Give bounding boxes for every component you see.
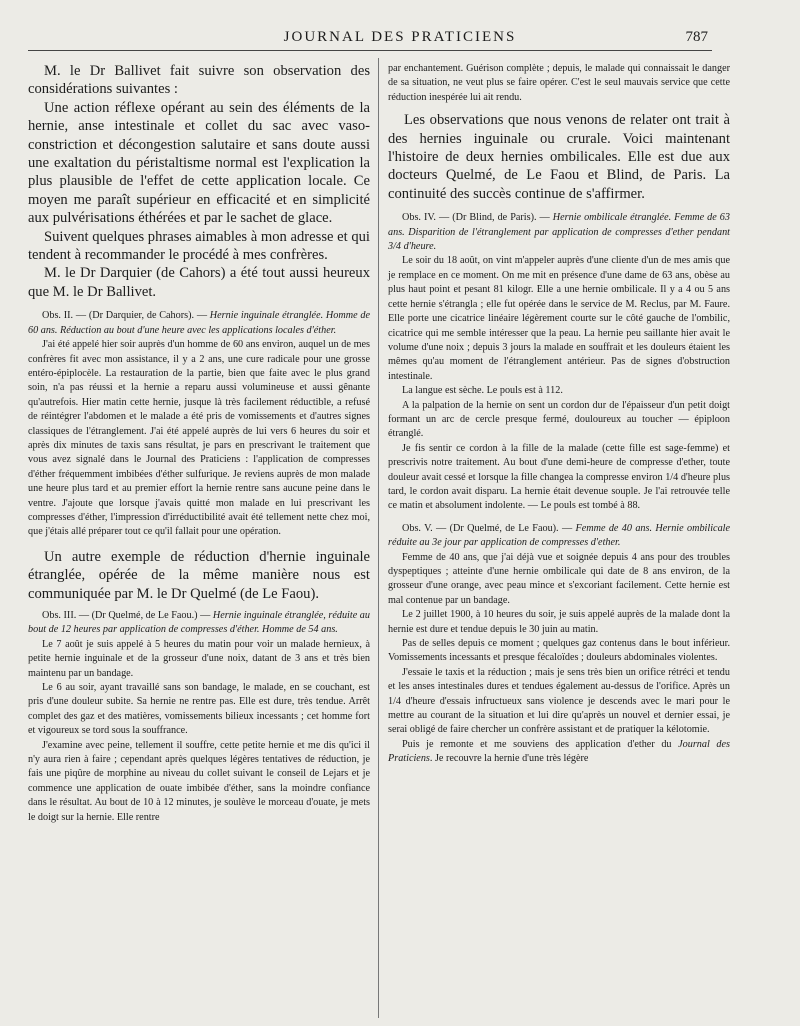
obs-label: Obs. IV. — (Dr Blind, de Paris). — [402,212,550,224]
observation-5-p3: Pas de selles depuis ce moment ; quelques gaz contenus dans le bout inférieur. Vomissements incessants et presque fécaloïdes ; douleurs abdominales violentes. [388,638,730,664]
paragraph-intro: M. le Dr Ballivet fait suivre son observation des considérations suivantes : [28,63,370,98]
observation-5-p1: Femme de 40 ans, que j'ai déjà vue et soignée depuis 4 ans pour des troubles dyspeptiques ; atteinte d'une hernie ombilicale qui date de 8 ans environ, de la grosseur d'une orange, avec peau mince et s'excoriant facilement. Cette hernie est mal contenue par un bandage. [388,551,730,606]
observation-5-p5 [388,738,730,767]
running-title: JOURNAL DES PRATICIENS [283,29,517,45]
column-divider [378,58,379,1018]
journal-title: Journal des Praticiens [388,738,731,765]
paragraph-umbilical: Les observations que nous venons de relater ont trait à des hernies inguinale ou crurale. Voici maintenant l'histoire de deux hernies ombilicales. Elle est due aux docteurs Quelmé, de Le Faou et Blind, de Paris. La continuité des succès continue de s'affirmer. [388,112,730,202]
observation-3-p3: J'examine avec peine, tellement il souffre, cette petite hernie et me dis qu'ici il n'y aura rien à faire ; cependant après quelques légères tentatives de réduction, je fais une piqûre de morphine au niveau du collet suivant le conseil de Lejars et je commence une application de ouate imbibée d'éther, sans la moindre confiance dans le résultat. Au bout de 10 à 12 minutes, je soulève le morceau d'ouate, je mets le doigt sur la hernie. Elle rentre [28,739,370,823]
observation-4-p4: Je fis sentir ce cordon à la fille de la malade (cette fille est sage-femme) et prescrivis notre traitement. Au bout d'une demi-heure de compresse d'ether, toute douleur avait cessé et lorsque la fille changea la compresse environ 1/4 d'heure plus tard, le cordon avait disparu. La hernie était devenue souple. Je l'ai retrouvée telle ce matin et absolument indolente. — Le pouls est tombé à 88. [388,442,730,512]
page-number: 787 [685,29,708,45]
observation-4-heading [388,211,730,254]
obs-label: Obs. V. — (Dr Quelmé, de Le Faou). — [402,522,573,534]
obs-title: Hernie inguinale étranglée, réduite au bout de 12 heures par application de compresses d'éther. Homme de 54 ans. [28,610,370,636]
obs-title: Hernie ombilicale étranglée. Femme de 63 ans. Disparition de l'étranglement par application de compresses d'ether pendant 3/4 d'heure. [388,212,730,253]
page-header [0,29,800,49]
text-run: Puis je remonte et me souviens des application d'ether du [402,738,672,750]
observation-5-p2: Le 2 juillet 1900, à 10 heures du soir, je suis appelé auprès de la malade dont la hernie est dure et tendue depuis le 30 juin au matin. [388,609,730,635]
paragraph-quelme: Un autre exemple de réduction d'hernie inguinale étranglée, opérée de la même manière nous est communiquée par M. le Dr Quelmé (de Le Faou). [28,548,370,602]
observation-3-p1: Le 7 août je suis appelé à 5 heures du matin pour voir un malade hernieux, à petite hernie inguinale et de la grosseur d'une noix, datant de 3 ans et très bien maintenu par un bandage. [28,638,370,679]
paragraph-remarks: Suivent quelques phrases aimables à mon adresse et qui tendent à recommander le procédé à mes confrères. [28,228,370,264]
right-column [388,62,730,767]
observation-5-heading [388,522,730,551]
observation-5-p4: J'essaie le taxis et la réduction ; mais je sens très bien un orifice rétréci et tendu et les anses intestinales dures et tendues également au-dessus de l'orifice. Après un 1/4 d'heure d'essais infructueux sans violence je descends avec le mari pour le mettre au courant de la situation et lui dire qu'après un nouvel et dernier essai, je serai obligé de faire chercher un confrère assistant et de pratiquer la kélotomie. [388,666,730,736]
obs-title: Femme de 40 ans. Hernie ombilicale réduite au 3e jour par application de compresses d'ether. [388,522,731,549]
paragraph-darquier: M. le Dr Darquier (de Cahors) a été tout aussi heureux que M. le Dr Ballivet. [28,265,370,300]
text-run: . Je recouvre la hernie d'une très légère [429,753,589,765]
observation-4-p1: Le soir du 18 août, on vint m'appeler auprès d'une cliente d'un de mes amis que je remplace en ce moment. On me mit en présence d'une dame de 63 ans, obèse au plus haut point et pesant 81 kilogr. Elle a une hernie ombilicale. Il y a 4 ou 5 ans cette hernie s'étrangla ; elle fut opérée dans le service de M. Reclus, par M. Faure. Elle porte une cicatrice linéaire légèrement courte sur le côté gauche de l'ombilic, cicatrice qui me semble intéresser que la peau. La hernie peu saillante hier avait le volume d'une noix ; depuis 3 jours la malade en souffrait et les douleurs étaient les mêmes qu'au moment de l'étranglement antérieur. Pas de signes d'obstruction intestinale. [388,255,730,382]
left-column [28,62,370,825]
observation-2-body: J'ai été appelé hier soir auprès d'un homme de 60 ans environ, auquel un de mes confrères fit avec mon assistance, il y a 2 ans, une cure radicale pour une grosse entéro-épiplocèle. La restauration de la partie, bien que faite avec le plus grand soin, n'a pas réussi et la hernie a reparu aussi volumineuse et aussi gênante qu'autrefois. Hier matin cette hernie, jusque là très facilement réductible, a refusé de réintégrer l'abdomen et le malade a été pris de vomissements et d'autres signes classiques de l'étranglement. J'ai été appelé auprès de lui vers 6 heures du soir et après dix minutes de taxis sans résultat, je pars en prescrivant le traitement que vous avez signalé dans le Journal des Praticiens : l'application de compresses d'éther fréquemment imbibées d'éther sulfurique. Je reviens auprès de mon malade une heure plus tard et au premier effort la hernie rentre sans aucune peine dans le ventre. J'ajoute que lorsque j'avais quitté mon malade en lui prescrivant les compresses d'éther, l'impression d'irréductibilité avait été tellement nette chez moi, que j'étais allé préparer tout ce qu'il fallait pour une opération. [28,339,370,538]
observation-2-heading [28,309,370,338]
observation-3-continuation: par enchantement. Guérison complète ; depuis, le malade qui connaissait le danger de sa situation, ne veut plus se faire opérer. C'est le seul mauvais service que cette réduction inespérée lui ait rendu. [388,63,730,103]
observation-4-p2: La langue est sèche. Le pouls est à 112. [402,385,563,397]
obs-label: Obs. II. — (Dr Darquier, de Cahors). — [42,310,208,322]
observation-3-heading [28,609,370,638]
observation-3-p2: Le 6 au soir, ayant travaillé sans son bandage, le malade, en se couchant, est pris d'une douleur subite. Sa hernie ne rentre pas. Elle est dure, très tendue. Arrêt complet des gaz et des matières, vomissements bilieux incessants ; cet homme fort et vigoureux se tord sous la souffrance. [28,682,370,737]
paragraph-quote: Une action réflexe opérant au sein des éléments de la hernie, anse intestinale et collet du sac avec vaso-constriction et décongestion salutaire et sans doute aussi une exaltation du péristaltisme normal est l'explication la plus plausible de l'effet de cette application locale. Ce moyen me paraît supérieur en efficacité et en simplicité aux pulvérisations éthérées et par le sachet de glace. [28,99,370,227]
obs-label: Obs. III. — (Dr Quelmé, de Le Faou.) — [42,610,211,621]
obs-title: Hernie inguinale étranglée. Homme de 60 ans. Réduction au bout d'une heure avec les applications locales d'éther. [28,310,370,336]
header-rule [28,50,712,51]
observation-4-p3: A la palpation de la hernie on sent un cordon dur de l'épaisseur d'un petit doigt formant un arc de cercle presque fermé, douloureux au toucher — épiploon étranglé. [388,399,730,440]
